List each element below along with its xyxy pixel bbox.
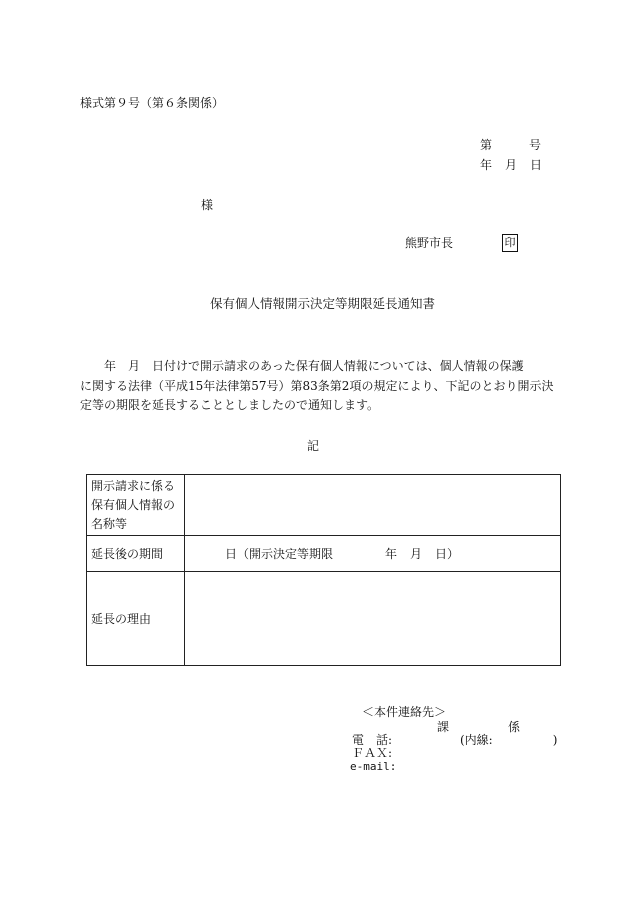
sender-title: 熊野市長 <box>405 236 454 250</box>
date-day: 日 <box>530 158 543 172</box>
document-title: 保有個人情報開示決定等期限延長通知書 <box>210 296 436 311</box>
info-name-label: 開示請求に係る 保有個人情報の 名称等 <box>87 475 185 536</box>
doc-number-suffix: 号 <box>529 138 542 152</box>
table-row <box>87 536 561 572</box>
contact-section: 課 <box>437 720 450 734</box>
doc-number-prefix: 第 <box>480 138 493 152</box>
date-year: 年 <box>480 158 493 172</box>
contact-subsection: 係 <box>508 720 521 734</box>
period-value[interactable] <box>185 536 561 572</box>
body-paragraph <box>80 357 558 416</box>
period-year: 年 <box>385 547 398 561</box>
recipient-honorific: 様 <box>201 198 214 212</box>
period-day: 日（開示決定等期限 <box>225 547 334 561</box>
body-line-2: に関する法律（平成15年法律第57号）第83条第2項の規定により、下記のとおり開示決 <box>80 378 554 393</box>
info-name-value[interactable] <box>185 475 561 536</box>
document-date <box>480 159 542 171</box>
table-row <box>87 572 561 666</box>
period-end: 日） <box>435 547 460 561</box>
body-line-1: 年 月 日付けで開示請求のあった保有個人情報については、個人情報の保護 <box>80 359 524 373</box>
contact-fax: ＦＡＸ: <box>352 746 393 760</box>
contact-email: e-mail: <box>350 760 397 773</box>
table-row <box>87 475 561 536</box>
contact-phone <box>352 734 557 746</box>
period-month: 月 <box>410 547 423 561</box>
phone-extension: (内線: ) <box>460 733 558 747</box>
document-number <box>480 139 541 151</box>
reason-label: 延長の理由 <box>87 572 185 666</box>
seal-mark: 印 <box>502 234 518 252</box>
contact-heading: ＜本件連絡先＞ <box>362 705 447 719</box>
body-line-3: 定等の期限を延長することとしましたので通知します。 <box>80 398 380 413</box>
ki-heading: 記 <box>307 439 320 453</box>
period-label: 延長後の期間 <box>87 536 185 572</box>
reason-value[interactable] <box>185 572 561 666</box>
date-month: 月 <box>505 158 518 172</box>
phone-label: 電 話: <box>352 733 393 747</box>
form-number: 様式第９号（第６条関係） <box>80 96 225 110</box>
details-table <box>86 474 561 666</box>
